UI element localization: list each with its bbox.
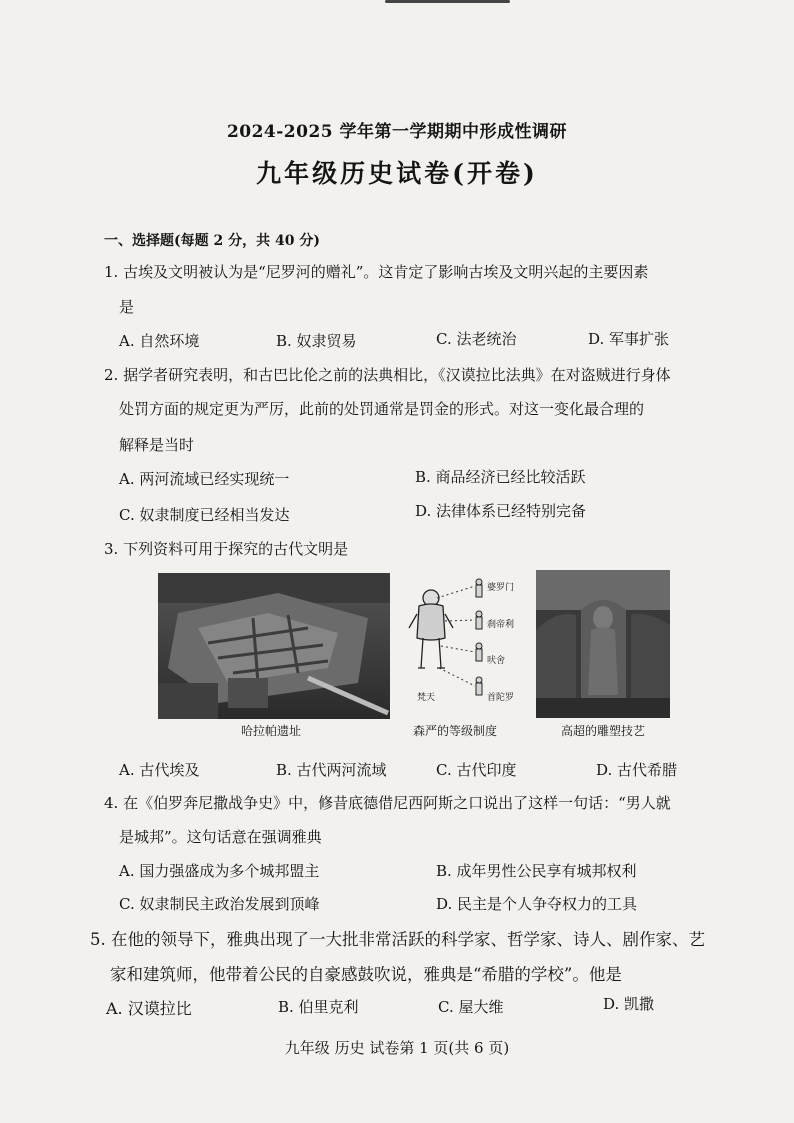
statue-caption: 高超的雕塑技艺 (561, 724, 646, 738)
caste-label-vaishya: 吠舍 (487, 656, 506, 666)
q4-option-c[interactable]: C. 奴隶制民主政治发展到顶峰 (119, 895, 320, 913)
q4-option-a[interactable]: A. 国力强盛成为多个城邦盟主 (119, 862, 320, 880)
q5-stem-line-2: 家和建筑师，他带着公民的自豪感鼓吹说，雅典是“希腊的学校”。他是 (110, 965, 622, 984)
q1-stem-line-1: 1. 古埃及文明被认为是“尼罗河的赠礼”。这肯定了影响古埃及文明兴起的主要因素 (104, 263, 649, 281)
caste-label-brahmin: 婆罗门 (487, 583, 515, 593)
q2-option-d[interactable]: D. 法律体系已经特别完备 (415, 502, 587, 520)
caste-label-brahma: 梵天 (417, 693, 436, 703)
q2-option-a[interactable]: A. 两河流域已经实现统一 (119, 470, 290, 488)
q4-stem-line-2: 是城邦”。这句话意在强调雅典 (119, 828, 322, 846)
section-heading: 一、选择题(每题 2 分，共 40 分) (104, 233, 320, 249)
q2-stem-line-3: 解释是当时 (119, 436, 195, 454)
q5-option-a[interactable]: A. 汉谟拉比 (106, 999, 192, 1018)
q5-stem-line-1: 5. 在他的领导下，雅典出现了一大批非常活跃的科学家、哲学家、诗人、剧作家、艺 (90, 930, 705, 949)
q3-option-c[interactable]: C. 古代印度 (436, 761, 517, 779)
buddha-statue-photo (536, 570, 670, 718)
q2-stem-line-1: 2. 据学者研究表明，和古巴比伦之前的法典相比，《汉谟拉比法典》在对盗贼进行身体 (104, 366, 671, 384)
q5-option-b[interactable]: B. 伯里克利 (278, 998, 359, 1016)
q4-option-b[interactable]: B. 成年男性公民享有城邦权利 (436, 862, 637, 880)
caste-caption: 森严的等级制度 (413, 724, 498, 738)
q2-option-c[interactable]: C. 奴隶制度已经相当发达 (119, 506, 290, 524)
q3-option-b[interactable]: B. 古代两河流域 (276, 761, 387, 779)
exam-title: 九年级历史试卷(开卷) (256, 159, 538, 188)
q1-option-c[interactable]: C. 法老统治 (436, 330, 517, 348)
q3-option-a[interactable]: A. 古代埃及 (119, 761, 200, 779)
top-edge-mark (385, 0, 510, 3)
q3-stem-line-1: 3. 下列资料可用于探究的古代文明是 (104, 540, 349, 558)
q2-stem-line-2: 处罚方面的规定更为严厉，此前的处罚通常是罚金的形式。对这一变化最合理的 (119, 400, 645, 418)
q2-option-b[interactable]: B. 商品经济已经比较活跃 (415, 468, 586, 486)
q4-option-d[interactable]: D. 民主是个人争夺权力的工具 (436, 895, 638, 913)
q1-option-d[interactable]: D. 军事扩张 (588, 330, 670, 348)
exam-subtitle: 2024-2025 学年第一学期期中形成性调研 (226, 122, 568, 142)
q5-option-c[interactable]: C. 屋大维 (438, 998, 504, 1016)
harappa-ruins-photo (158, 573, 390, 719)
caste-label-kshatriya: 刹帝利 (487, 620, 515, 630)
q5-option-d[interactable]: D. 凯撒 (603, 995, 655, 1013)
q1-option-a[interactable]: A. 自然环境 (119, 332, 200, 350)
page-footer: 九年级 历史 试卷第 1 页(共 6 页) (284, 1039, 510, 1057)
q3-option-d[interactable]: D. 古代希腊 (596, 761, 678, 779)
q1-stem-line-2: 是 (119, 298, 135, 316)
caste-label-shudra: 首陀罗 (487, 693, 515, 703)
q4-stem-line-1: 4. 在《伯罗奔尼撒战争史》中，修昔底德借尼西阿斯之口说出了这样一句话：“男人就 (104, 794, 671, 812)
harappa-caption: 哈拉帕遗址 (241, 724, 302, 738)
q1-option-b[interactable]: B. 奴隶贸易 (276, 332, 357, 350)
